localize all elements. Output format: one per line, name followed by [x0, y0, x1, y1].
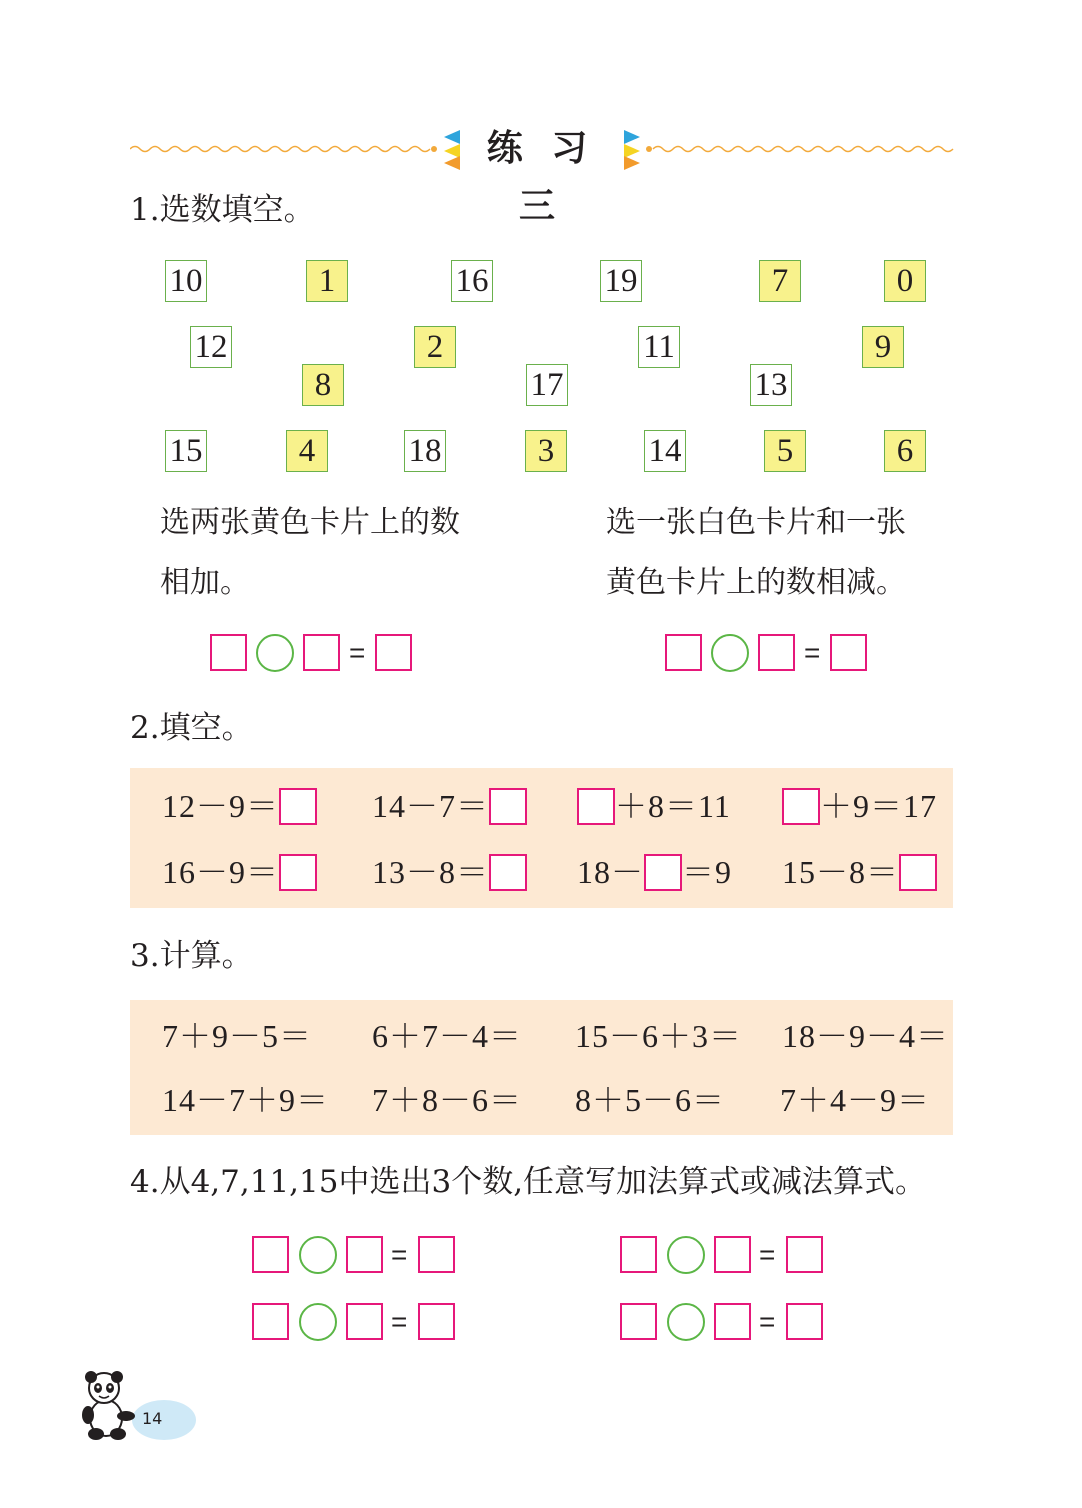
number-card: 5 — [764, 430, 806, 472]
answer-box[interactable] — [210, 634, 247, 671]
calc-item: 7＋4－9＝ — [780, 1082, 931, 1118]
answer-box[interactable] — [758, 634, 795, 671]
calc-item: 7＋9－5＝ — [162, 1018, 313, 1054]
question-2-heading: 2.填空。 — [130, 710, 253, 746]
answer-box[interactable] — [279, 788, 317, 825]
number-card: 1 — [306, 260, 348, 302]
page-title: 练 习 三 — [486, 128, 596, 227]
answer-box[interactable] — [786, 1236, 823, 1273]
page-number — [138, 1405, 188, 1439]
answer-box[interactable] — [303, 634, 340, 671]
equals-sign: = — [759, 1239, 776, 1270]
answer-box[interactable] — [252, 1303, 289, 1340]
number-card: 3 — [525, 430, 567, 472]
answer-box[interactable] — [620, 1303, 657, 1340]
equation-text: 18－ — [577, 854, 645, 890]
number-card: 0 — [884, 260, 926, 302]
number-card: 7 — [759, 260, 801, 302]
question-3-heading: 3.计算。 — [130, 938, 253, 974]
question-4-heading: 4.从4,7,11,15中选出3个数,任意写加法算式或减法算式。 — [130, 1164, 927, 1200]
equation — [782, 786, 937, 826]
number-card: 18 — [404, 430, 446, 472]
answer-box[interactable] — [830, 634, 867, 671]
answer-box[interactable] — [786, 1303, 823, 1340]
number-card: 13 — [750, 364, 792, 406]
calc-item: 18－9－4＝ — [782, 1018, 950, 1054]
answer-box[interactable] — [665, 634, 702, 671]
calc-item: 8＋5－6＝ — [575, 1082, 726, 1118]
equals-sign: = — [391, 1306, 408, 1337]
title-ornament-right — [622, 130, 644, 170]
calc-item: 15－6＋3＝ — [575, 1018, 743, 1054]
equation-text: ＝9 — [682, 854, 733, 890]
equals-sign: = — [349, 637, 366, 668]
equation-text: ＋8＝11 — [615, 788, 731, 824]
equation — [162, 786, 317, 826]
answer-box[interactable] — [899, 854, 937, 891]
answer-template — [252, 1236, 462, 1276]
equation-text: 14－7＝ — [372, 788, 490, 824]
answer-box[interactable] — [577, 788, 615, 825]
number-card: 17 — [526, 364, 568, 406]
equals-sign: = — [391, 1239, 408, 1270]
operator-circle[interactable] — [299, 1303, 337, 1341]
equation-text: 16－9＝ — [162, 854, 280, 890]
number-card: 4 — [286, 430, 328, 472]
number-card: 15 — [165, 430, 207, 472]
answer-box[interactable] — [346, 1236, 383, 1273]
answer-box[interactable] — [714, 1303, 751, 1340]
calc-item: 6＋7－4＝ — [372, 1018, 523, 1054]
equals-sign: = — [804, 637, 821, 668]
calc-item: 7＋8－6＝ — [372, 1082, 523, 1118]
fill-blank-panel — [130, 768, 953, 908]
operator-circle[interactable] — [256, 634, 294, 672]
number-card: 11 — [638, 326, 680, 368]
operator-circle[interactable] — [299, 1236, 337, 1274]
answer-box[interactable] — [782, 788, 820, 825]
number-card: 16 — [451, 260, 493, 302]
title-ornament-left — [440, 130, 462, 170]
answer-template — [252, 1303, 462, 1343]
number-card: 19 — [600, 260, 642, 302]
answer-template-subtract — [665, 634, 875, 674]
equation — [577, 786, 731, 826]
equation — [372, 852, 527, 892]
number-card: 12 — [190, 326, 232, 368]
operator-circle[interactable] — [667, 1236, 705, 1274]
equation — [372, 786, 527, 826]
wavy-line-right — [645, 140, 955, 156]
answer-box[interactable] — [489, 854, 527, 891]
answer-box[interactable] — [375, 634, 412, 671]
number-card: 2 — [414, 326, 456, 368]
number-card: 6 — [884, 430, 926, 472]
number-card: 8 — [302, 364, 344, 406]
answer-box[interactable] — [644, 854, 682, 891]
left-instruction-line-2: 相加。 — [160, 565, 250, 600]
answer-box[interactable] — [418, 1236, 455, 1273]
answer-box[interactable] — [489, 788, 527, 825]
answer-box[interactable] — [252, 1236, 289, 1273]
answer-box[interactable] — [418, 1303, 455, 1340]
equation — [782, 852, 937, 892]
question-1-heading: 1.选数填空。 — [130, 192, 315, 228]
answer-box[interactable] — [346, 1303, 383, 1340]
equals-sign: = — [759, 1306, 776, 1337]
equation — [162, 852, 317, 892]
operator-circle[interactable] — [711, 634, 749, 672]
answer-template — [620, 1303, 830, 1343]
answer-box[interactable] — [279, 854, 317, 891]
answer-template — [620, 1236, 830, 1276]
equation — [577, 852, 732, 892]
number-card: 10 — [165, 260, 207, 302]
answer-template-add — [210, 634, 420, 674]
calculation-panel — [130, 1000, 953, 1135]
page-number-text: 14 — [142, 1409, 163, 1428]
calc-item: 14－7＋9＝ — [162, 1082, 330, 1118]
number-card: 14 — [644, 430, 686, 472]
equation-text: ＋9＝17 — [820, 788, 938, 824]
equation-text: 15－8＝ — [782, 854, 900, 890]
right-instruction-line-2: 黄色卡片上的数相减。 — [606, 565, 906, 600]
operator-circle[interactable] — [667, 1303, 705, 1341]
wavy-line-left — [130, 140, 440, 156]
equation-text: 12－9＝ — [162, 788, 280, 824]
equation-text: 13－8＝ — [372, 854, 490, 890]
number-card: 9 — [862, 326, 904, 368]
right-instruction-line-1: 选一张白色卡片和一张 — [606, 505, 906, 540]
answer-box[interactable] — [714, 1236, 751, 1273]
left-instruction-line-1: 选两张黄色卡片上的数 — [160, 505, 460, 540]
answer-box[interactable] — [620, 1236, 657, 1273]
